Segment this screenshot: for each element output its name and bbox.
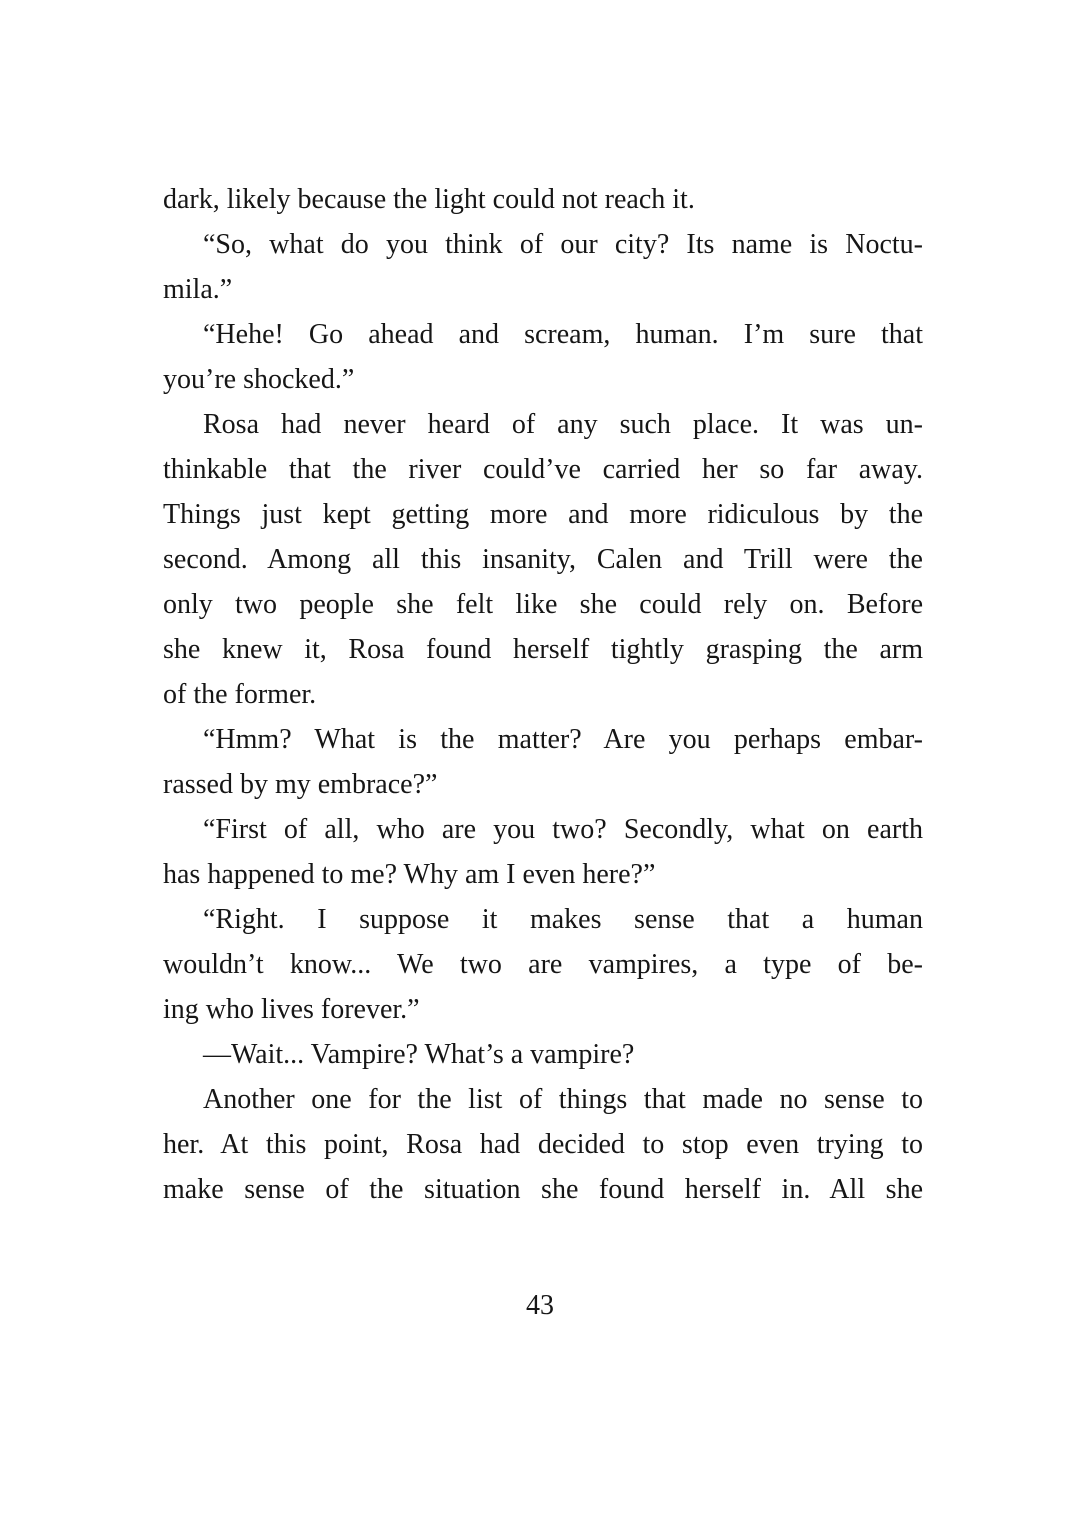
- paragraph: [163, 1032, 923, 1077]
- text-line: —Wait... Vampire? What’s a vampire?: [203, 1039, 635, 1070]
- paragraph: [163, 1077, 923, 1212]
- body-text: [163, 177, 923, 1212]
- text-line: of the former.: [163, 679, 317, 710]
- text-line: her. At this point, Rosa had decided to stop even trying to: [163, 1129, 923, 1160]
- text-line: only two people she felt like she could rely on. Before: [163, 589, 923, 620]
- text-line: ing who lives forever.”: [163, 994, 420, 1025]
- text-line: she knew it, Rosa found herself tightly grasping the arm: [163, 634, 923, 665]
- text-line: has happened to me? Why am I even here?”: [163, 859, 656, 890]
- paragraph: [163, 177, 923, 222]
- text-line: rassed by my embrace?”: [163, 769, 438, 800]
- paragraph: [163, 897, 923, 1032]
- text-line: Rosa had never heard of any such place. It was un-: [203, 409, 923, 440]
- text-line: “So, what do you think of our city? Its name is Noctu-: [203, 229, 923, 260]
- text-line: “Right. I suppose it makes sense that a human: [203, 904, 923, 935]
- text-line: Things just kept getting more and more ridiculous by the: [163, 499, 923, 530]
- paragraph: [163, 717, 923, 807]
- page-number: 43: [526, 1290, 554, 1321]
- text-line: thinkable that the river could’ve carried her so far away.: [163, 454, 923, 485]
- paragraph: [163, 807, 923, 897]
- text-line: “Hmm? What is the matter? Are you perhaps embar-: [203, 724, 923, 755]
- text-line: “Hehe! Go ahead and scream, human. I’m sure that: [203, 319, 923, 350]
- text-line: dark, likely because the light could not reach it.: [163, 184, 695, 215]
- text-line: wouldn’t know... We two are vampires, a type of be-: [163, 949, 923, 980]
- text-line: mila.”: [163, 274, 233, 305]
- text-line: Another one for the list of things that made no sense to: [203, 1084, 923, 1115]
- text-line: “First of all, who are you two? Secondly, what on earth: [203, 814, 923, 845]
- text-line: you’re shocked.”: [163, 364, 355, 395]
- paragraph: [163, 312, 923, 402]
- text-line: make sense of the situation she found herself in. All she: [163, 1174, 923, 1205]
- paragraph: [163, 402, 923, 717]
- text-line: second. Among all this insanity, Calen and Trill were the: [163, 544, 923, 575]
- paragraph: [163, 222, 923, 312]
